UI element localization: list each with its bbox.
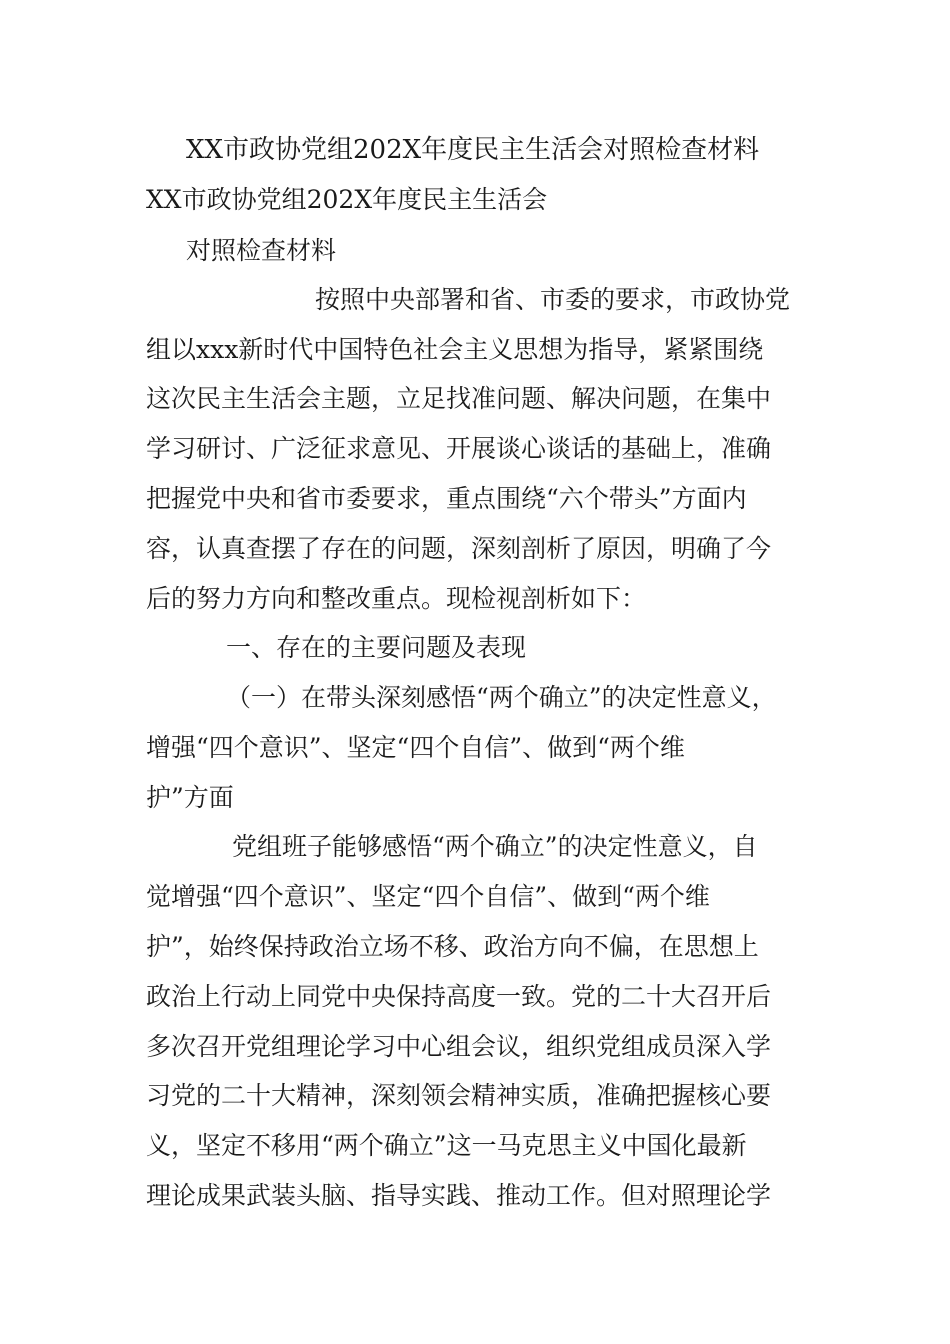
body-line: 理论成果武装头脑、指导实践、推动工作。但对照理论学 bbox=[146, 1181, 772, 1210]
subtitle-line-2: 对照检查材料 bbox=[186, 236, 337, 265]
body-line: 容，认真查摆了存在的问题，深刻剖析了原因，明确了今 bbox=[146, 534, 772, 563]
body-line: 党组班子能够感悟“两个确立”的决定性意义，自 bbox=[232, 832, 758, 861]
subtitle-line-1: XX市政协党组202X年度民主生活会 bbox=[146, 185, 548, 214]
subsection-heading: 增强“四个意识”、坚定“四个自信”、做到“两个维 bbox=[146, 733, 685, 762]
body-line: 组以xxx新时代中国特色社会主义思想为指导，紧紧围绕 bbox=[146, 335, 764, 364]
body-line: 义，坚定不移用“两个确立”这一马克思主义中国化最新 bbox=[146, 1131, 747, 1160]
body-line: 多次召开党组理论学习中心组会议，组织党组成员深入学 bbox=[146, 1032, 772, 1061]
body-line: 习党的二十大精神，深刻领会精神实质，准确把握核心要 bbox=[146, 1081, 772, 1110]
body-line: 后的努力方向和整改重点。现检视剖析如下： bbox=[146, 584, 647, 613]
section-heading: 一、存在的主要问题及表现 bbox=[226, 633, 527, 662]
body-line: 把握党中央和省市委要求，重点围绕“六个带头”方面内 bbox=[146, 484, 747, 513]
document-title: XX市政协党组202X年度民主生活会对照检查材料 bbox=[186, 135, 760, 165]
subsection-heading: 护”方面 bbox=[146, 783, 234, 812]
body-line: 政治上行动上同党中央保持高度一致。党的二十大召开后 bbox=[146, 982, 772, 1011]
body-line: 按照中央部署和省、市委的要求，市政协党 bbox=[315, 285, 791, 314]
body-line: 觉增强“四个意识”、坚定“四个自信”、做到“两个维 bbox=[146, 882, 710, 911]
body-line: 学习研讨、广泛征求意见、开展谈心谈话的基础上，准确 bbox=[146, 434, 772, 463]
body-line: 这次民主生活会主题，立足找准问题、解决问题，在集中 bbox=[146, 384, 772, 413]
subsection-heading: （一）在带头深刻感悟“两个确立”的决定性意义， bbox=[226, 683, 777, 712]
body-line: 护”，始终保持政治立场不移、政治方向不偏，在思想上 bbox=[146, 932, 759, 961]
